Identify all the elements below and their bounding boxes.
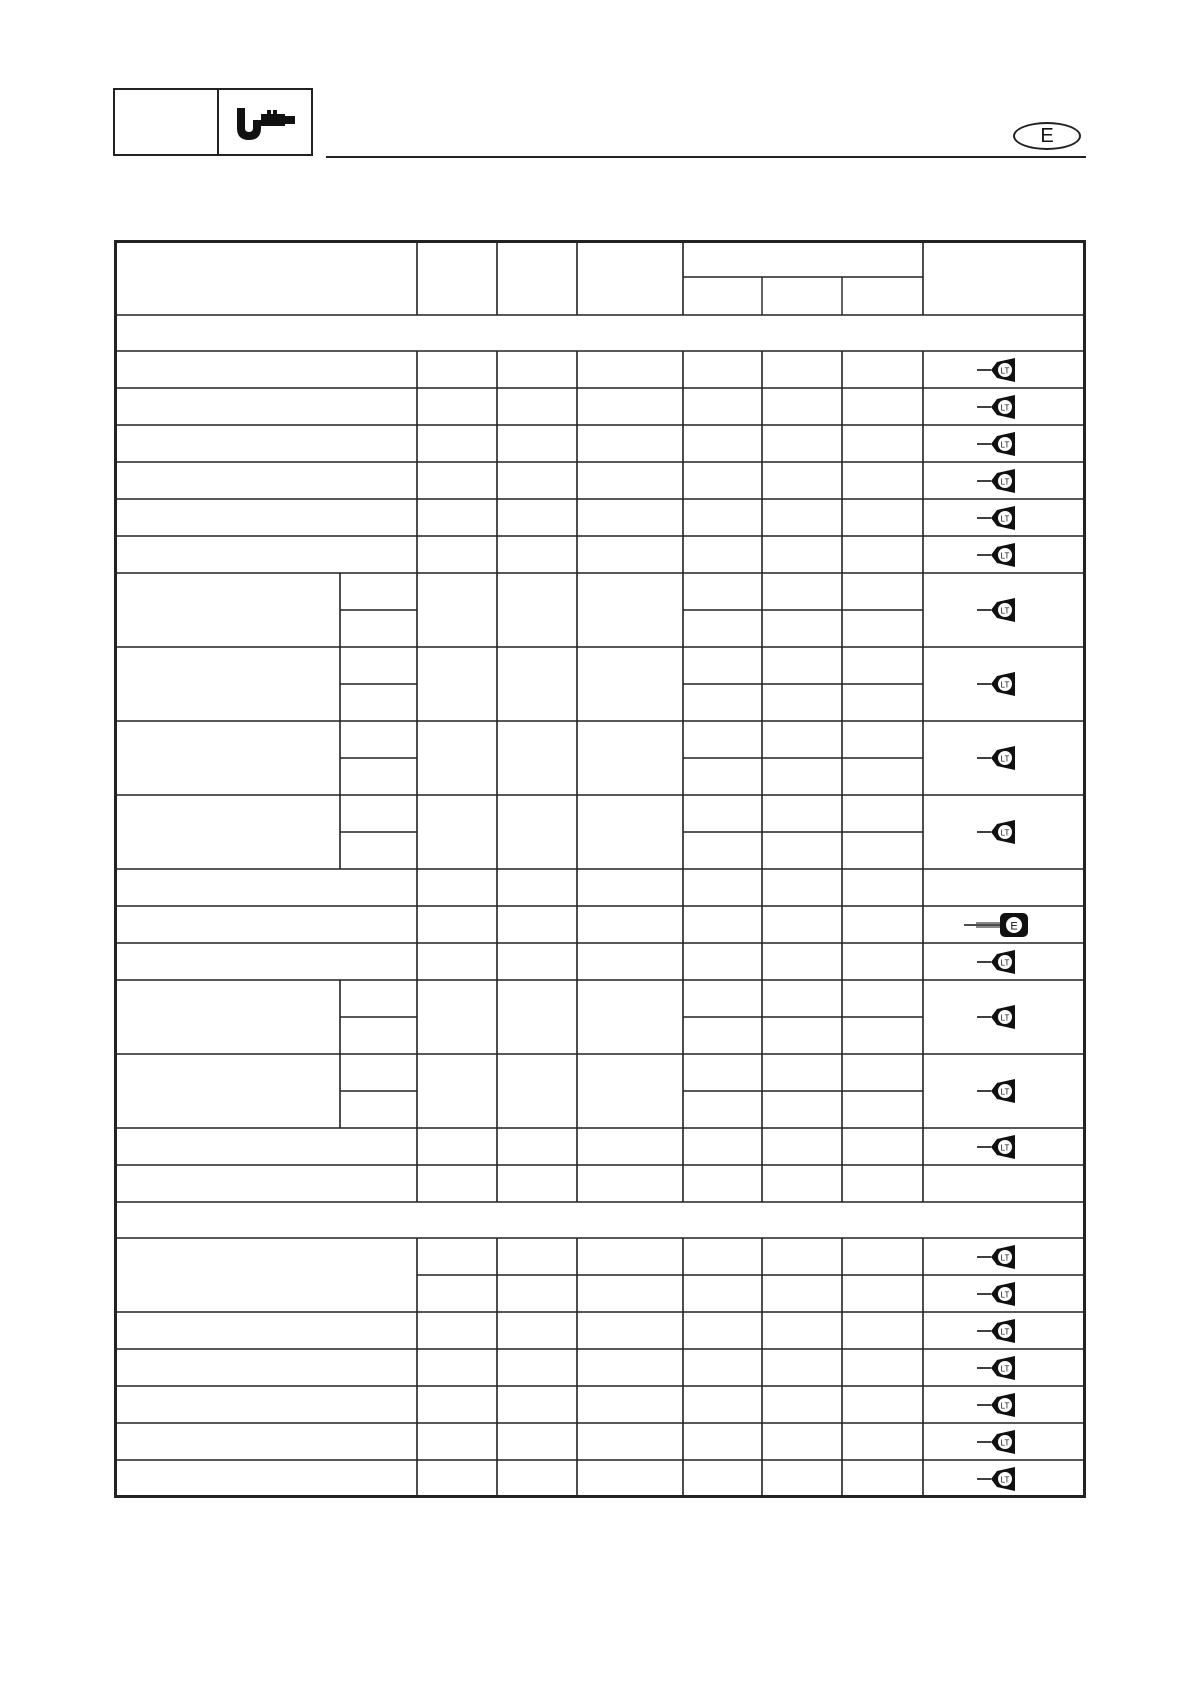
svg-text:LT: LT bbox=[1000, 606, 1010, 616]
lt-locktite-icon bbox=[975, 467, 1019, 495]
e-grease-icon bbox=[962, 911, 1032, 939]
lt-locktite-icon bbox=[975, 1317, 1019, 1345]
svg-text:LT: LT bbox=[1000, 1087, 1010, 1097]
lt-locktite-icon bbox=[975, 1465, 1019, 1493]
svg-text:LT: LT bbox=[1000, 1438, 1010, 1447]
svg-text:LT: LT bbox=[1000, 1401, 1010, 1410]
lt-locktite-icon bbox=[975, 818, 1019, 846]
lt-locktite-icon bbox=[975, 1133, 1019, 1161]
lt-locktite-icon bbox=[975, 430, 1019, 458]
lt-locktite-icon bbox=[975, 1077, 1019, 1105]
svg-text:LT: LT bbox=[1000, 828, 1010, 838]
svg-text:LT: LT bbox=[1000, 403, 1010, 412]
lt-locktite-icon bbox=[975, 948, 1019, 976]
section-icon-cell bbox=[219, 90, 311, 154]
svg-text:LT: LT bbox=[1000, 514, 1010, 523]
svg-text:LT: LT bbox=[1000, 1290, 1010, 1299]
section-number-cell bbox=[115, 90, 219, 154]
svg-text:LT: LT bbox=[1000, 754, 1010, 764]
lt-locktite-icon bbox=[975, 744, 1019, 772]
table-grid bbox=[117, 243, 1083, 1495]
lt-locktite-icon bbox=[975, 504, 1019, 532]
lt-locktite-icon bbox=[975, 1391, 1019, 1419]
section-header-box bbox=[113, 88, 313, 156]
lt-locktite-icon bbox=[975, 541, 1019, 569]
specification-table bbox=[114, 240, 1086, 1498]
lt-locktite-icon bbox=[975, 393, 1019, 421]
micrometer-icon bbox=[229, 98, 301, 146]
language-badge: E bbox=[1013, 122, 1081, 150]
svg-text:LT: LT bbox=[1000, 1253, 1010, 1262]
lt-locktite-icon bbox=[975, 356, 1019, 384]
svg-text:LT: LT bbox=[1000, 366, 1010, 375]
svg-text:LT: LT bbox=[1000, 1327, 1010, 1336]
svg-text:LT: LT bbox=[1000, 958, 1010, 967]
svg-text:E: E bbox=[1010, 920, 1018, 932]
lt-locktite-icon bbox=[975, 1428, 1019, 1456]
lt-locktite-icon bbox=[975, 596, 1019, 624]
svg-text:LT: LT bbox=[1000, 1364, 1010, 1373]
lt-locktite-icon bbox=[975, 1354, 1019, 1382]
svg-text:LT: LT bbox=[1000, 440, 1010, 449]
svg-text:LT: LT bbox=[1000, 680, 1010, 690]
lt-locktite-icon bbox=[975, 1243, 1019, 1271]
lt-locktite-icon bbox=[975, 670, 1019, 698]
svg-text:LT: LT bbox=[1000, 1013, 1010, 1023]
svg-text:LT: LT bbox=[1000, 1143, 1010, 1152]
svg-text:LT: LT bbox=[1000, 551, 1010, 560]
lt-locktite-icon bbox=[975, 1003, 1019, 1031]
svg-text:LT: LT bbox=[1000, 1475, 1010, 1484]
lt-locktite-icon bbox=[975, 1280, 1019, 1308]
svg-text:LT: LT bbox=[1000, 477, 1010, 486]
header-rule bbox=[326, 156, 1086, 158]
